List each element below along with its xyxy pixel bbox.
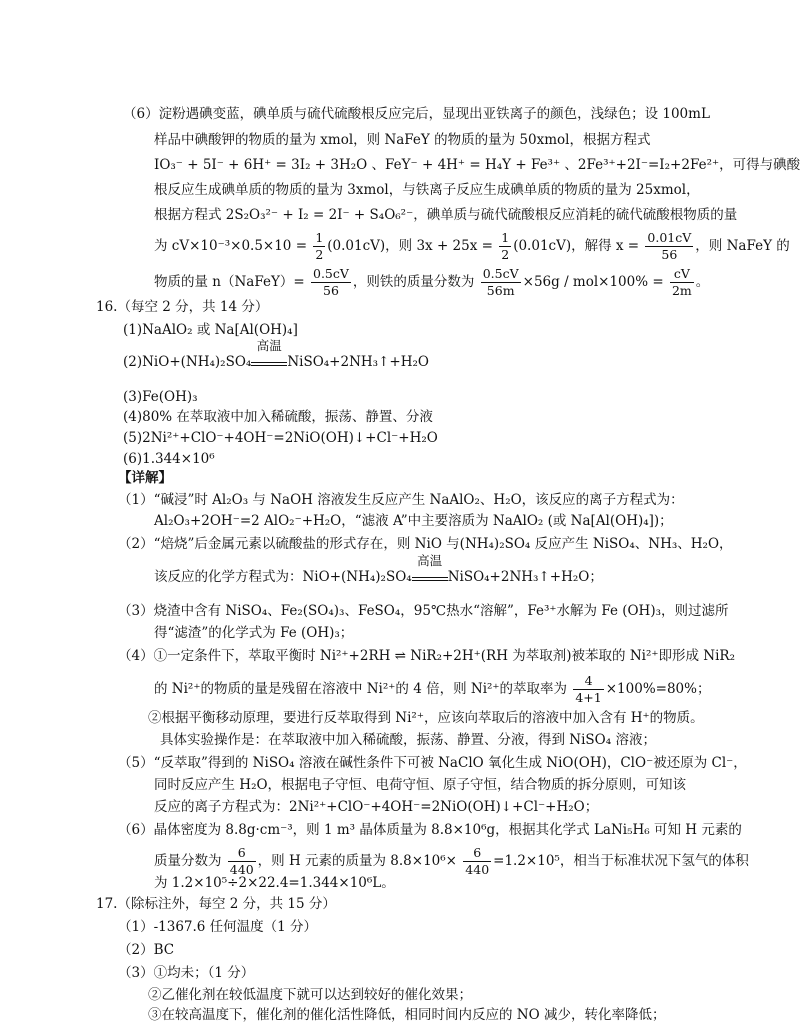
p6-l7-part-b: ，则铁的质量分数为 [352,274,475,290]
q16-d4b-left: 的 Ni²⁺的物质的量是残留在溶液中 Ni²⁺的 4 倍，则 Ni²⁺的萃取率为 [154,681,568,697]
fraction-x: $\frac{0.01cV}{56}$ [647,230,692,262]
q16-detail-5c: 反应的离子方程式为：2Ni²⁺+ClO⁻+4OH⁻=2NiO(OH)↓+Cl⁻+H₂O； [154,799,599,815]
q16-answer-3: (3)Fe(OH)₃ [123,389,198,405]
q16-detail-4d: 具体实验操作是：在萃取液中加入稀硫酸，振荡、静置、分液，得到 NiSO₄ 溶液； [160,732,656,748]
q17-answer-3a: （3）①均未；（1 分） [118,965,255,981]
q17-answer-1: （1）-1367.6 任何温度（1 分） [118,919,318,935]
q16-detail-4b [154,673,710,706]
q17-answer-2: （2）BC [118,942,175,958]
high-temp-sign-2: 高温 [412,570,448,581]
q16-detail-2a: （2）“焙烧”后金属元素以硫酸盐的形式存在，则 NiO 与(NH₄)₂SO₄ 反应产生 NiSO₄、NH₃、H₂O， [118,536,733,552]
q16-detail-1a: （1）“碱浸”时 Al₂O₃ 与 NaOH 溶液发生反应产生 NaAlO₂、H₂O，该反应的离子方程式为： [118,492,684,508]
q16-detail-2b [154,553,603,587]
q16-answer-2 [123,338,429,372]
q16-detail-3a: （3）烧渣中含有 NiSO₄、Fe₂(SO₄)₃、FeSO₄，95℃热水“溶解”，Fe³⁺水解为 Fe (OH)₃，则过滤所 [118,603,729,619]
fraction-half: $\frac{1}{2}$ [315,230,324,262]
p6-l6-part-b: (0.01cV)，则 3x + 25x = [327,238,493,254]
q16-a2-left: (2)NiO+(NH₄)₂SO₄ [123,354,252,370]
q16-answer-1: (1)NaAlO₂ 或 Na[Al(OH)₄] [123,322,298,338]
p6-line-2: 样品中碘酸钾的物质的量为 xmol，则 NaFeY 的物质的量为 50xmol，根据方程式 [154,132,651,148]
p6-line-6 [154,230,790,263]
p6-line-7 [154,266,709,299]
detail-heading: 【详解】 [118,470,172,486]
fraction-h-mass: $\frac{6}{440}$ [229,845,254,877]
p6-line-3: IO₃⁻ + 5I⁻ + 6H⁺ = 3I₂ + 3H₂O 、FeY⁻ + 4H⁺ = H₄Y + Fe³⁺ 、2Fe³⁺+2I⁻=I₂+2Fe²⁺，可得与碘酸 [154,157,800,173]
q16-d6b-part-3: =1.2×10⁵，相当于标准状况下氢气的体积 [493,853,749,869]
q16-detail-6c: 为 1.2×10⁵÷2×22.4=1.344×10⁶L。 [154,875,395,891]
q16-detail-5b: 同时反应产生 H₂O，根据电子守恒、电荷守恒、原子守恒，结合物质的拆分原则，可知该 [154,777,687,793]
p6-line-5: 根据方程式 2S₂O₃²⁻ + I₂ = 2I⁻ + S₄O₆²⁻，碘单质与硫代硫酸根反应消耗的硫代硫酸根物质的量 [154,207,738,223]
q16-a2-right: NiSO₄+2NH₃↑+H₂O [287,354,429,370]
q16-d4b-right: ×100%=80%； [605,681,711,697]
fraction-result: $\frac{cV}{2m}$ [671,266,692,298]
p6-l7-part-d: 。 [695,274,710,290]
q16-detail-6a: （6）晶体密度为 8.8g·cm⁻³，则 1 m³ 晶体质量为 8.8×10⁶g，根据其化学式 LaNi₅H₆ 可知 H 元素的 [118,822,742,838]
fraction-h-mass-2: $\frac{6}{440}$ [465,845,490,877]
q16-d2b-right: NiSO₄+2NH₃↑+H₂O； [447,569,603,585]
p6-l7-part-a: 物质的量 n（NaFeY）= [154,274,305,290]
q16-detail-4c: ②根据平衡移动原理，要进行反萃取得到 Ni²⁺，应该向萃取后的溶液中加入含有 H⁺的物质。 [148,710,704,726]
p6-l6-part-a: 为 cV×10⁻³×0.5×10 = [154,238,308,254]
q16-d6b-part-2: ，则 H 元素的质量为 8.8×10⁶× [257,853,457,869]
p6-l6-part-c: (0.01cV)，解得 x = [513,238,640,254]
q16-answer-5: (5)2Ni²⁺+ClO⁻+4OH⁻=2NiO(OH)↓+Cl⁻+H₂O [123,430,438,446]
p6-line-4: 根反应生成碘单质的物质的量为 3xmol，与铁离子反应生成碘单质的物质的量为 25xmol， [154,182,700,198]
q16-detail-4a: （4）①一定条件下，萃取平衡时 Ni²⁺+2RH ⇌ NiR₂+2H⁺(RH 为萃取剂)被苯取的 Ni²⁺即形成 NiR₂ [118,648,736,664]
q17-answer-3b: ②乙催化剂在较低温度下就可以达到较好的催化效果； [148,987,472,1003]
q16-d6b-part-1: 质量分数为 [154,853,222,869]
q16-header: 16.（每空 2 分，共 14 分） [96,299,269,315]
p6-l7-part-c: ×56g / mol×100% = [522,274,664,290]
q16-d2b-left: 该反应的化学方程式为：NiO+(NH₄)₂SO₄ [154,569,412,585]
high-temp-sign: 高温 [251,355,287,366]
q16-detail-5a: （5）“反萃取”得到的 NiSO₄ 溶液在碱性条件下可被 NaClO 氧化生成 NiO(OH)，ClO⁻被还原为 Cl⁻， [118,755,747,771]
fraction-m: $\frac{0.5cV}{56m}$ [482,266,519,298]
p6-l6-part-d: ，则 NaFeY 的 [695,238,790,254]
q16-answer-4: (4)80% 在萃取液中加入稀硫酸，振荡、静置、分液 [123,409,433,425]
q17-answer-3c: ③在较高温度下，催化剂的催化活性降低，相同时间内反应的 NO 减少，转化率降低； [148,1007,666,1023]
q16-answer-6: (6)1.344×10⁶ [123,451,215,467]
fraction-n: $\frac{0.5cV}{56}$ [313,266,349,298]
fraction-extraction: $\frac{4}{4+1}$ [575,673,602,705]
q17-header: 17.（除标注外，每空 2 分，共 15 分） [96,896,336,912]
q16-detail-3b: 得“滤渣”的化学式为 Fe (OH)₃； [154,625,354,641]
q16-detail-1b: Al₂O₃+2OH⁻=2 AlO₂⁻+H₂O，“滤液 A”中主要溶质为 NaAlO₂ (或 Na[Al(OH)₄])； [154,513,673,529]
p6-line-1: （6）淀粉遇碘变蓝，碘单质与硫代硫酸根反应完后，显现出亚铁离子的颜色，浅绿色；设 100mL [123,106,710,122]
fraction-half-2: $\frac{1}{2}$ [501,230,510,262]
